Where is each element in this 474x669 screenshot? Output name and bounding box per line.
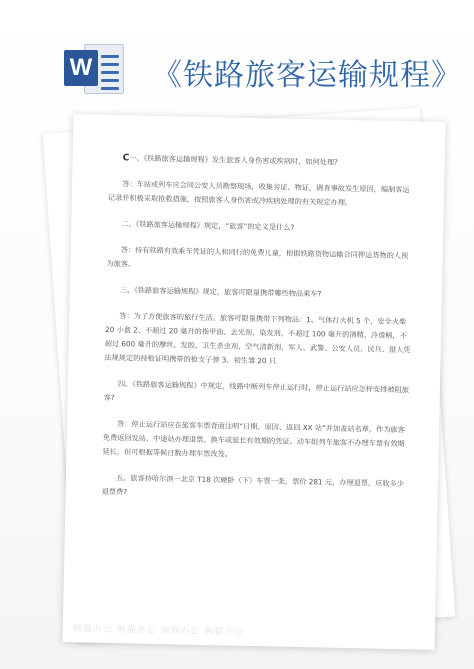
question-4: 四、《铁路旅客运输规程》中规定，线路中断列车停止运行时，停止运行站应怎样安排被阻旅客? (103, 379, 410, 403)
answer-4: 答：停止运行站应在旅客车票背面注明“日期、原因、返回 XX 站”并加盖站名章，作为旅客免费返回发站、中途站办理退票、换车或延长有效期的凭证。动车组列车旅客不办理车票有效期延长，但可根据等候日数办理车票改签。 (102, 419, 405, 459)
question-5: 五、旅客持哈尔滨一北京 T18 次硬卧（下）车票一张，票价 281 元，办理退票，应收多少退票费? (101, 473, 404, 497)
question-3: 三、《铁路旅客运输规程》规定，旅客可限量携带哪些物品乘车? (119, 285, 322, 299)
margin-mark: C (122, 153, 130, 164)
word-w-letter: W (64, 50, 98, 86)
document-page (63, 114, 446, 650)
answer-2: 答：持有铁路有效乘车凭证的人和同行的免费儿童，根据铁路货物运输合同押运货物的人视为旅客。 (106, 245, 409, 269)
question-2: 二、《铁路旅客运输规程》规定，“旅客”的定义是什么? (121, 219, 295, 232)
document-title: 《铁路旅客运输规程》 (152, 58, 462, 93)
header (0, 0, 474, 100)
answer-1: 答：车站或列车应会同公安人员勘察现场，收集旁证、物证，调查事故发生原因，编制客运记录并积极采取抢救措施，按照旅客人身伤害或冷疾病处理的有关规定办理。 (107, 179, 410, 208)
word-logo-icon (64, 40, 126, 98)
question-1: C一、《铁路旅客运输规程》发生旅客人身伤害或疾病时，如何处理? (122, 153, 338, 167)
watermark: 熊猫办公 熊猫办公 熊猫办公 熊猫办公 (72, 624, 245, 638)
answer-3: 答：为了方便旅客的旅行生活，旅客可限量携带下列物品：1、气体打火机 5 个，安全火柴 20 小盒 2、不超过 20 毫升的指甲油、去光剂、染发剂，不超过 100 毫升的酒精、冷烫精，不超过 600 毫升的摩丝、发胶、卫生杀虫剂、空气清新剂，军人、武警、公安人员、民兵、猎人凭法规规定的持枪证明携带的枪支子弹 3、初生雏 20 只 (104, 311, 411, 366)
